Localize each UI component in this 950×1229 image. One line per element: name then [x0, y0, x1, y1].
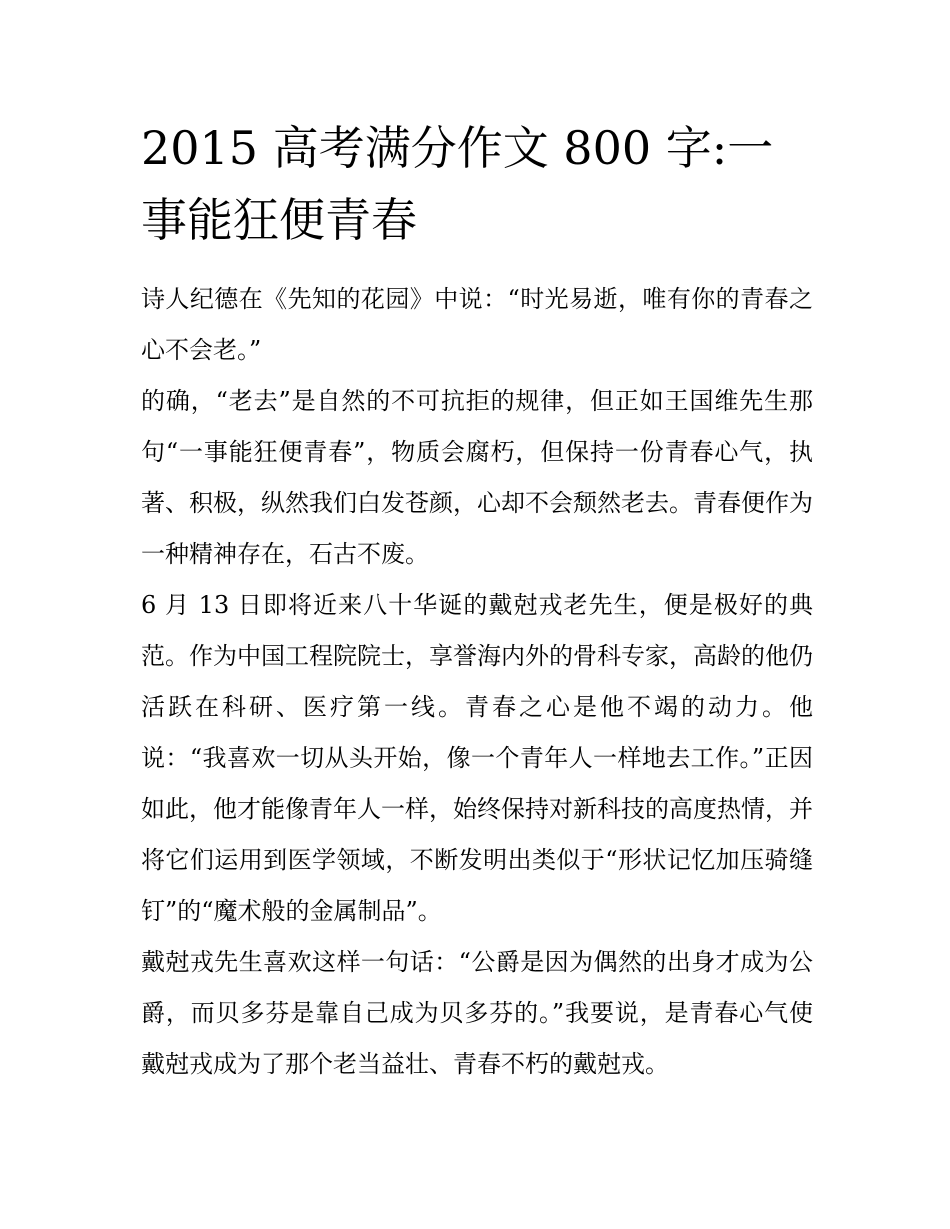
paragraph-4: 戴尅戎先生喜欢这样一句话：“公爵是因为偶然的出身才成为公爵，而贝多芬是靠自己成为贝多芬的。”我要说，是青春心气使戴尅戎成为了那个老当益壮、青春不朽的戴尅戎。	[141, 948, 813, 1078]
paragraph-3: 6 月 13 日即将近来八十华诞的戴尅戎老先生，便是极好的典范。作为中国工程院院士，享誉海内外的骨科专家，高龄的他仍活跃在科研、医疗第一线。青春之心是他不竭的动力。他说：“我喜欢一切从头开始，像一个青年人一样地去工作。”正因如此，他才能像青年人一样，始终保持对新科技的高度热情，并将它们运用到医学领域，不断发明出类似于“形状记忆加压骑缝钉”的“魔术般的金属制品”。	[141, 591, 813, 925]
title-line-2: 事能狂便青春	[141, 193, 417, 247]
document-title	[141, 112, 813, 256]
title-line-1: 2015 高考满分作文 800 字:一	[141, 121, 774, 175]
paragraph-1: 诗人纪德在《先知的花园》中说：“时光易逝，唯有你的青春之心不会老。”	[141, 285, 813, 364]
paragraph-2: 的确，“老去”是自然的不可抗拒的规律，但正如王国维先生那句“一事能狂便青春”，物质会腐朽，但保持一份青春心气，执著、积极，纵然我们白发苍颜，心却不会颓然老去。青春便作为一种精神存在，石古不废。	[141, 387, 813, 568]
document-content	[141, 112, 813, 1090]
